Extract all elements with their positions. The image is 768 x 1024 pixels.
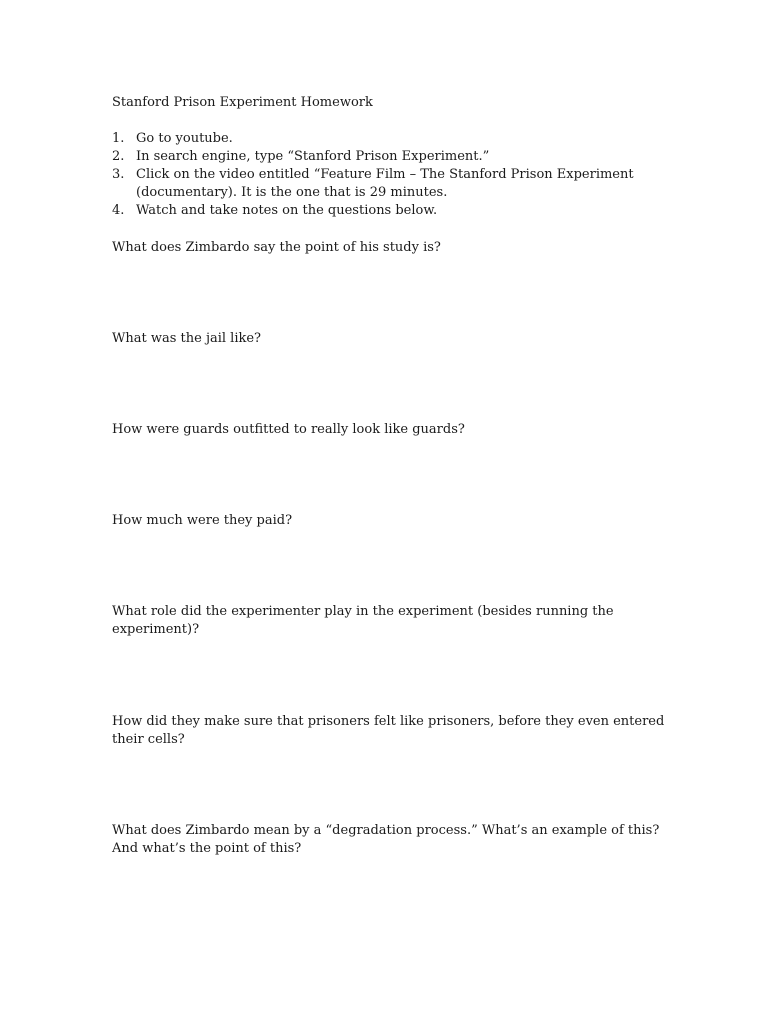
question: What does Zimbardo say the point of his study is? xyxy=(112,240,441,255)
step-number: 2. xyxy=(112,149,125,164)
step-number: 4. xyxy=(112,203,125,218)
instruction-step xyxy=(112,202,672,220)
document-title: Stanford Prison Experiment Homework xyxy=(112,95,373,110)
step-text: Go to youtube. xyxy=(136,131,233,146)
step-number: 3. xyxy=(112,167,125,182)
instruction-step xyxy=(112,166,672,202)
step-text: Click on the video entitled “Feature Film – The Stanford Prison Experiment (documentary). It is the one that is 29 minutes. xyxy=(136,167,634,200)
step-number: 1. xyxy=(112,131,125,146)
instruction-list xyxy=(112,130,672,220)
question: How much were they paid? xyxy=(112,513,293,528)
step-text: In search engine, type “Stanford Prison Experiment.” xyxy=(136,149,490,164)
instruction-step xyxy=(112,148,672,166)
question: How did they make sure that prisoners felt like prisoners, before they even entered their cells? xyxy=(112,714,665,747)
question: What was the jail like? xyxy=(112,331,262,346)
question: How were guards outfitted to really look like guards? xyxy=(112,422,465,437)
instruction-step xyxy=(112,130,672,148)
step-text: Watch and take notes on the questions below. xyxy=(136,203,438,218)
question: What does Zimbardo mean by a “degradation process.” What’s an example of this? And what’s the point of this? xyxy=(112,823,660,856)
question: What role did the experimenter play in the experiment (besides running the experiment)? xyxy=(112,604,614,637)
